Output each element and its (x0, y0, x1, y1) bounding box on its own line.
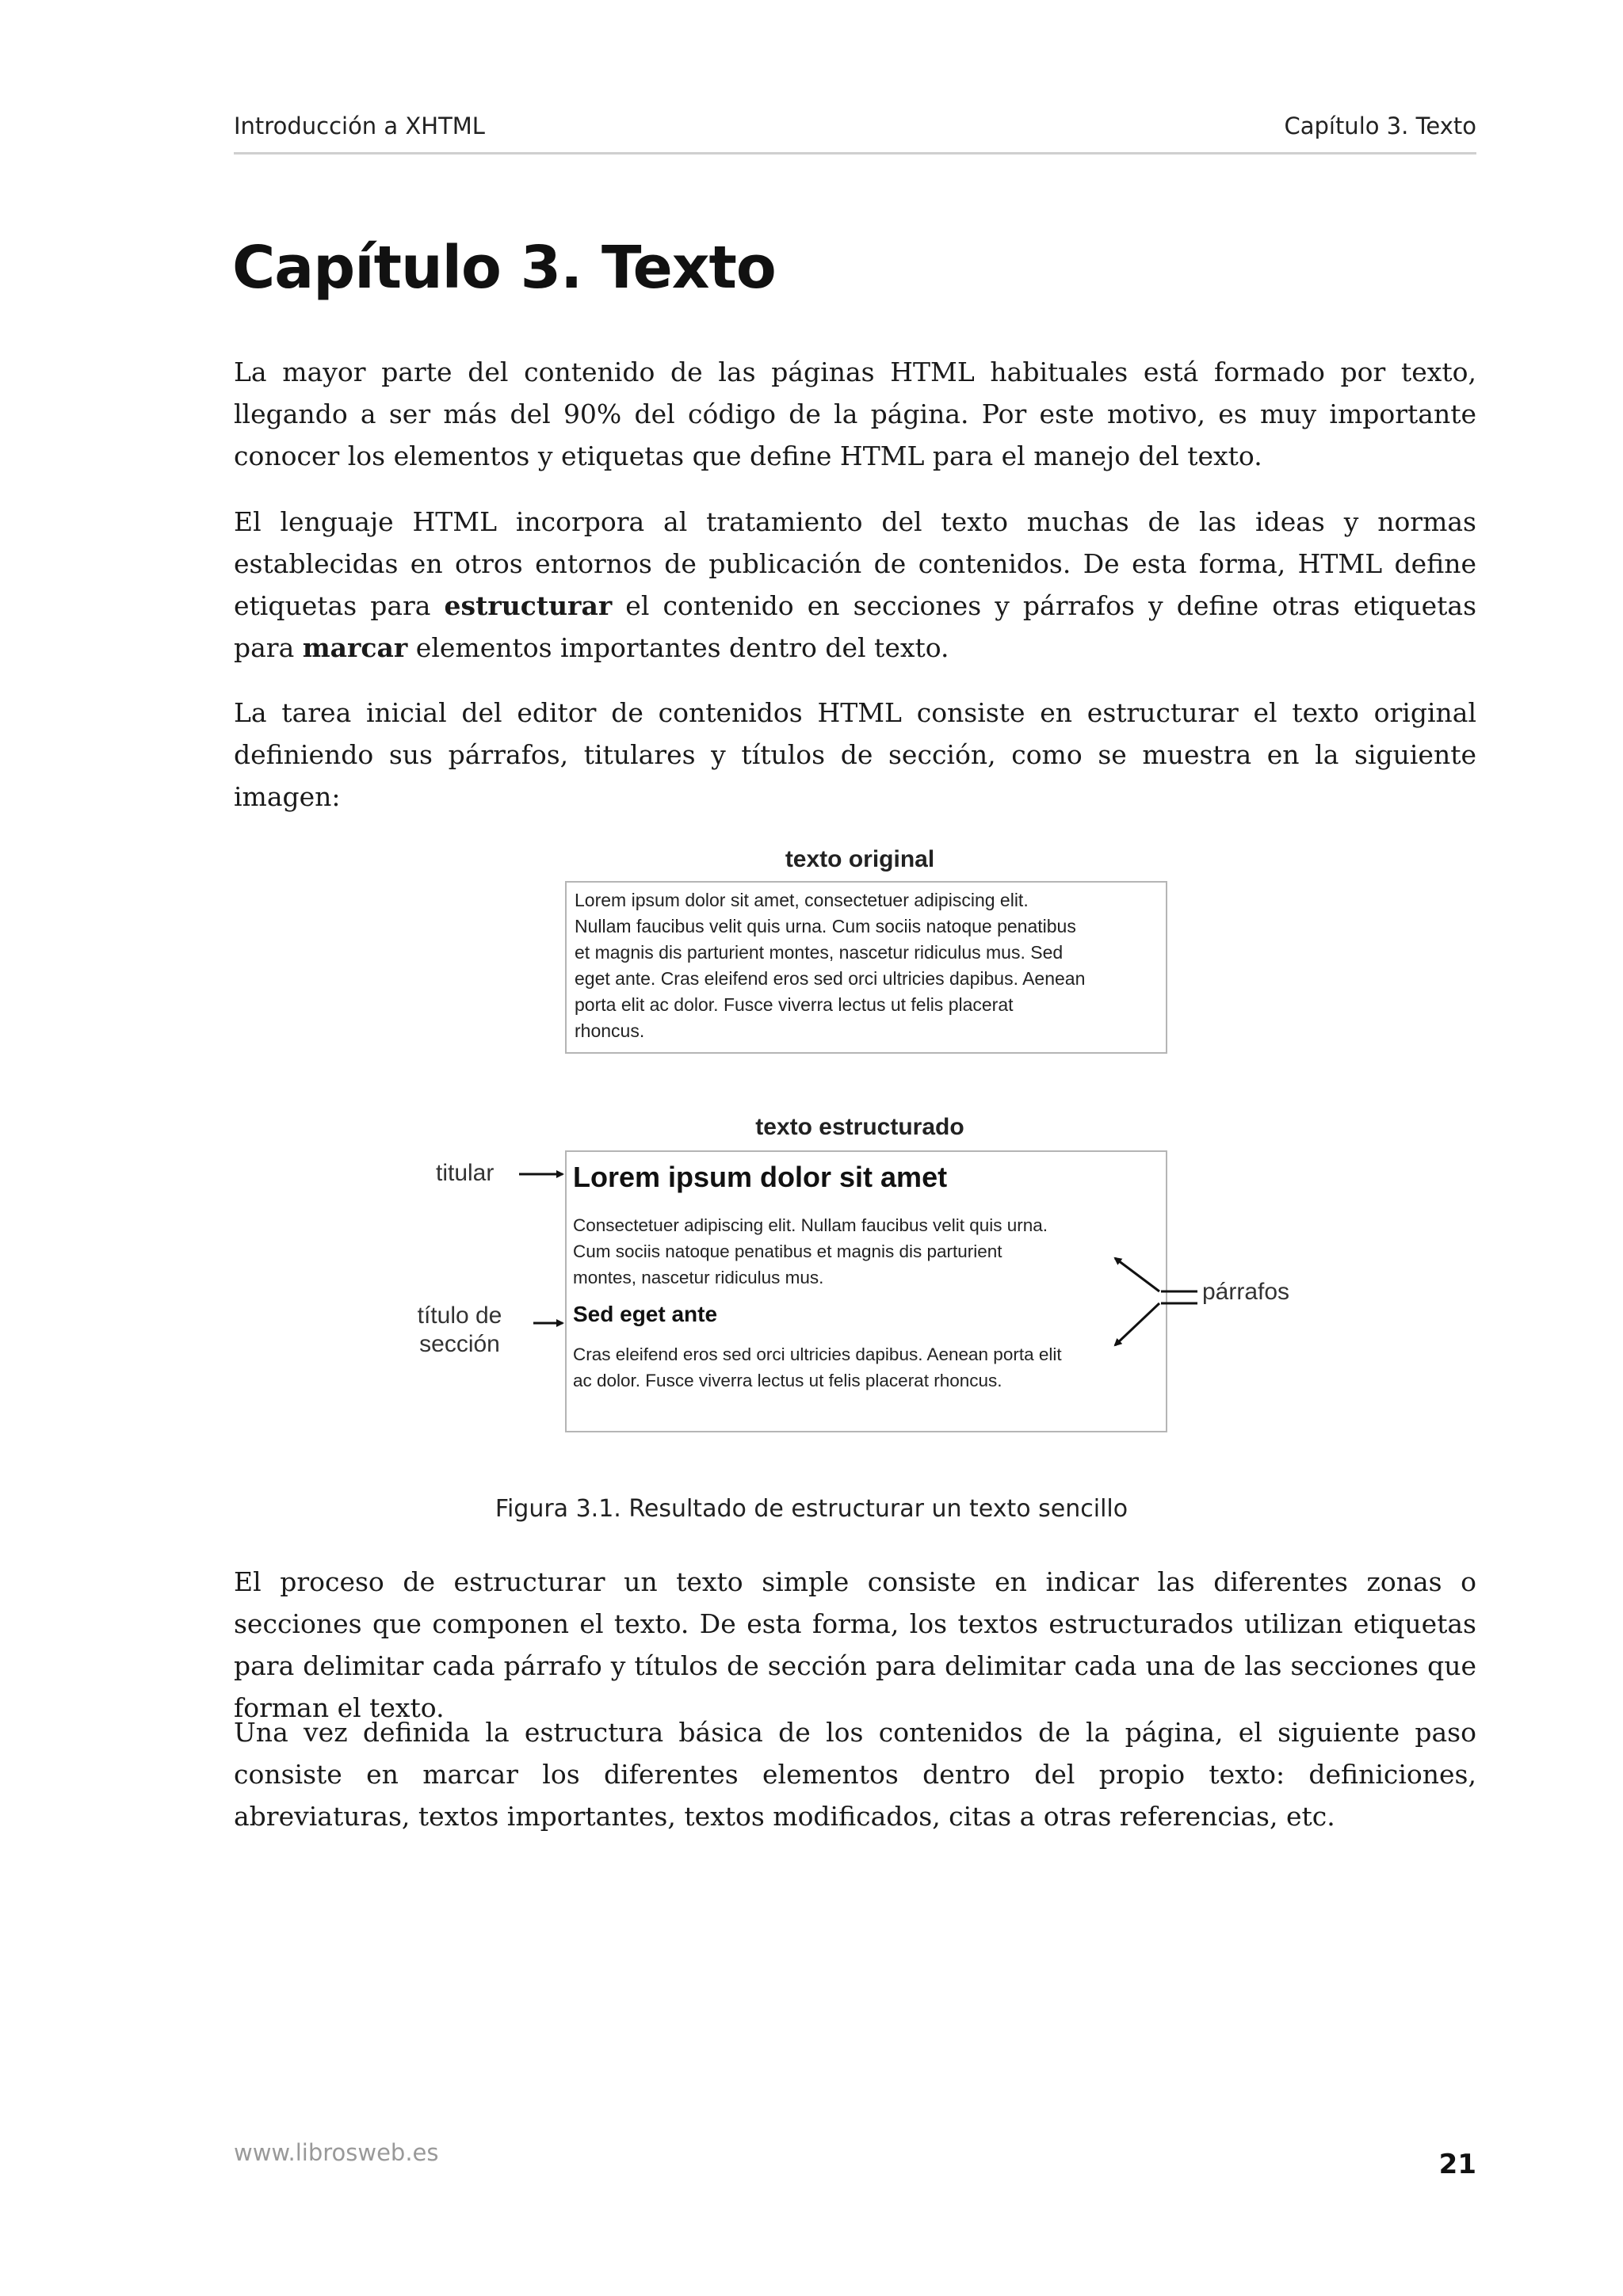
figure-title-original: texto original (785, 846, 935, 872)
parrafos-arrow-down (1115, 1303, 1159, 1345)
paragraph-2 (234, 501, 1476, 669)
label-titular: titular (436, 1160, 495, 1186)
annotation-arrows (392, 840, 1327, 1442)
label-seccion-line-2: sección (419, 1331, 500, 1357)
page-number: 21 (1438, 2149, 1476, 2180)
original-line: Nullam faucibus velit quis urna. Cum sociis natoque penatibus (575, 916, 1076, 936)
parrafos-bracket (1161, 1291, 1197, 1303)
structured-line: Consectetuer adipiscing elit. Nullam faucibus velit quis urna. (573, 1215, 1048, 1235)
paragraph-1: La mayor parte del contenido de las páginas HTML habituales está formado por texto, llegando a ser más del 90% del código de la página. Por este motivo, es muy importante conocer los elementos y etiquetas que define HTML para el manejo del texto. (234, 357, 1476, 471)
original-line: porta elit ac dolor. Fusce viverra lectus ut felis placerat (575, 994, 1014, 1015)
structured-line: Cras eleifend eros sed orci ultricies dapibus. Aenean porta elit (573, 1344, 1062, 1364)
paragraph-3: La tarea inicial del editor de contenidos HTML consiste en estructurar el texto original definiendo sus párrafos, titulares y títulos de sección, como se muestra en la siguiente imagen: (234, 697, 1476, 812)
paragraph-4: El proceso de estructurar un texto simple consiste en indicar las diferentes zonas o secciones que componen el texto. De esta forma, los textos estructurados utilizan etiquetas para delimitar cada párrafo y títulos de sección para delimitar cada una de las secciones que forman el texto. (234, 1566, 1476, 1723)
figure-3-1 (392, 840, 1327, 1442)
figure-caption: Figura 3.1. Resultado de estructurar un texto sencillo (495, 1495, 1128, 1523)
header-book-title: Introducción a XHTML (234, 113, 485, 139)
figure-title-structured: texto estructurado (755, 1114, 964, 1140)
structured-section-title: Sed eget ante (573, 1302, 718, 1326)
paragraph-2-text-c: elementos importantes dentro del texto. (407, 632, 949, 663)
original-line: et magnis dis parturient montes, nascetur ridiculus mus. Sed (575, 942, 1064, 963)
running-header (234, 109, 1476, 154)
emphasis-marcar: marcar (302, 632, 408, 663)
paragraph-2-text-a: El lenguaje HTML incorpora al tratamiento del texto muchas de las ideas y normas establecidas en otros entornos de publicación de contenidos. De esta forma, HTML define etiquetas para (234, 506, 1476, 621)
footer-website: www.librosweb.es (234, 2139, 439, 2166)
original-line: eget ante. Cras eleifend eros sed orci ultricies dapibus. Aenean (575, 968, 1086, 989)
original-line: Lorem ipsum dolor sit amet, consectetuer adipiscing elit. (575, 890, 1029, 910)
structured-line: ac dolor. Fusce viverra lectus ut felis placerat rhoncus. (573, 1371, 1002, 1390)
structured-line: montes, nascetur ridiculus mus. (573, 1268, 824, 1287)
header-chapter-title: Capítulo 3. Texto (1284, 113, 1476, 139)
original-line: rhoncus. (575, 1020, 645, 1041)
emphasis-estructurar: estructurar (444, 590, 613, 621)
structured-heading: Lorem ipsum dolor sit amet (573, 1161, 948, 1193)
parrafos-arrow-up (1115, 1258, 1159, 1291)
paragraph-2-text-b: el contenido en secciones y párrafos y define otras etiquetas para (234, 590, 1476, 663)
structured-line: Cum sociis natoque penatibus et magnis dis parturient (573, 1241, 1002, 1261)
chapter-title: Capítulo 3. Texto (232, 234, 776, 302)
paragraph-5: Una vez definida la estructura básica de los contenidos de la página, el siguiente paso consiste en marcar los diferentes elementos dentro del propio texto: definiciones, abreviaturas, textos importantes, textos modificados, citas a otras referencias, etc. (234, 1717, 1476, 1832)
label-parrafos: párrafos (1202, 1279, 1290, 1305)
label-seccion-line-1: título de (417, 1302, 502, 1329)
